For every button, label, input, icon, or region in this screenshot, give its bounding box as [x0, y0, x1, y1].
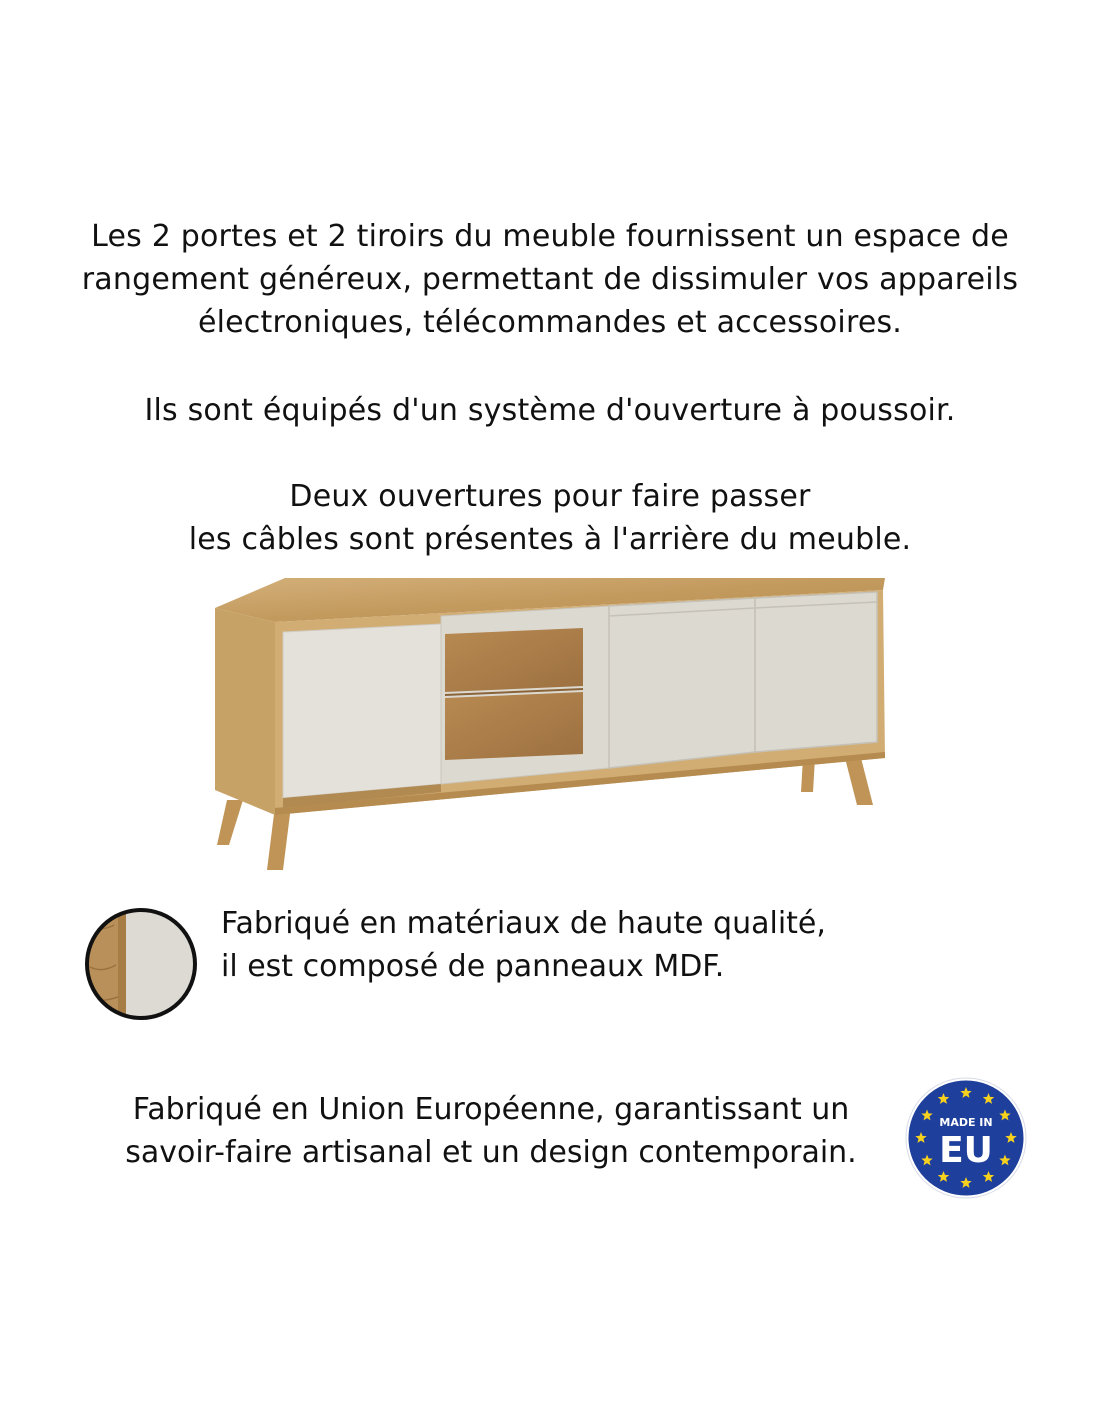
door-right: [755, 592, 877, 752]
made-in-eu-badge: [904, 1076, 1028, 1200]
drawer-top: [445, 628, 583, 692]
push-open-text: Ils sont équipés d'un système d'ouverture à poussoir.: [144, 393, 956, 428]
drawer-bottom: [445, 692, 583, 760]
intro-line-2: rangement généreux, permettant de dissimuler vos appareils: [81, 262, 1019, 297]
intro-line-3: électroniques, télécommandes et accessoires.: [197, 305, 903, 340]
intro-line-1: Les 2 portes et 2 tiroirs du meuble fournissent un espace de: [91, 219, 1009, 254]
left-sliding-panel: [283, 624, 441, 798]
made-in-line-2: savoir-faire artisanal et un design contemporain.: [125, 1135, 857, 1170]
cable-openings-paragraph: [0, 475, 1100, 561]
leg-front-left: [217, 800, 243, 845]
made-in-line-1: Fabriqué en Union Européenne, garantissant un: [132, 1092, 850, 1127]
door-center: [609, 598, 755, 768]
badge-eu-text: EU: [939, 1130, 993, 1171]
cables-line-2: les câbles sont présentes à l'arrière du meuble.: [188, 522, 912, 557]
material-swatch: [84, 907, 198, 1021]
badge-made-in-text: MADE IN: [939, 1116, 993, 1129]
made-in-eu-paragraph: [96, 1088, 886, 1174]
tv-cabinet-illustration: [205, 570, 895, 880]
leg-front-right: [845, 758, 873, 805]
materials-line-1: Fabriqué en matériaux de haute qualité,: [221, 906, 826, 941]
push-open-paragraph: [0, 389, 1100, 432]
materials-paragraph: [221, 902, 826, 988]
cables-line-1: Deux ouvertures pour faire passer: [289, 479, 811, 514]
materials-line-2: il est composé de panneaux MDF.: [221, 949, 725, 984]
leg-front-mid: [267, 806, 291, 870]
cabinet-left-side: [215, 608, 275, 815]
intro-paragraph: [0, 215, 1100, 344]
